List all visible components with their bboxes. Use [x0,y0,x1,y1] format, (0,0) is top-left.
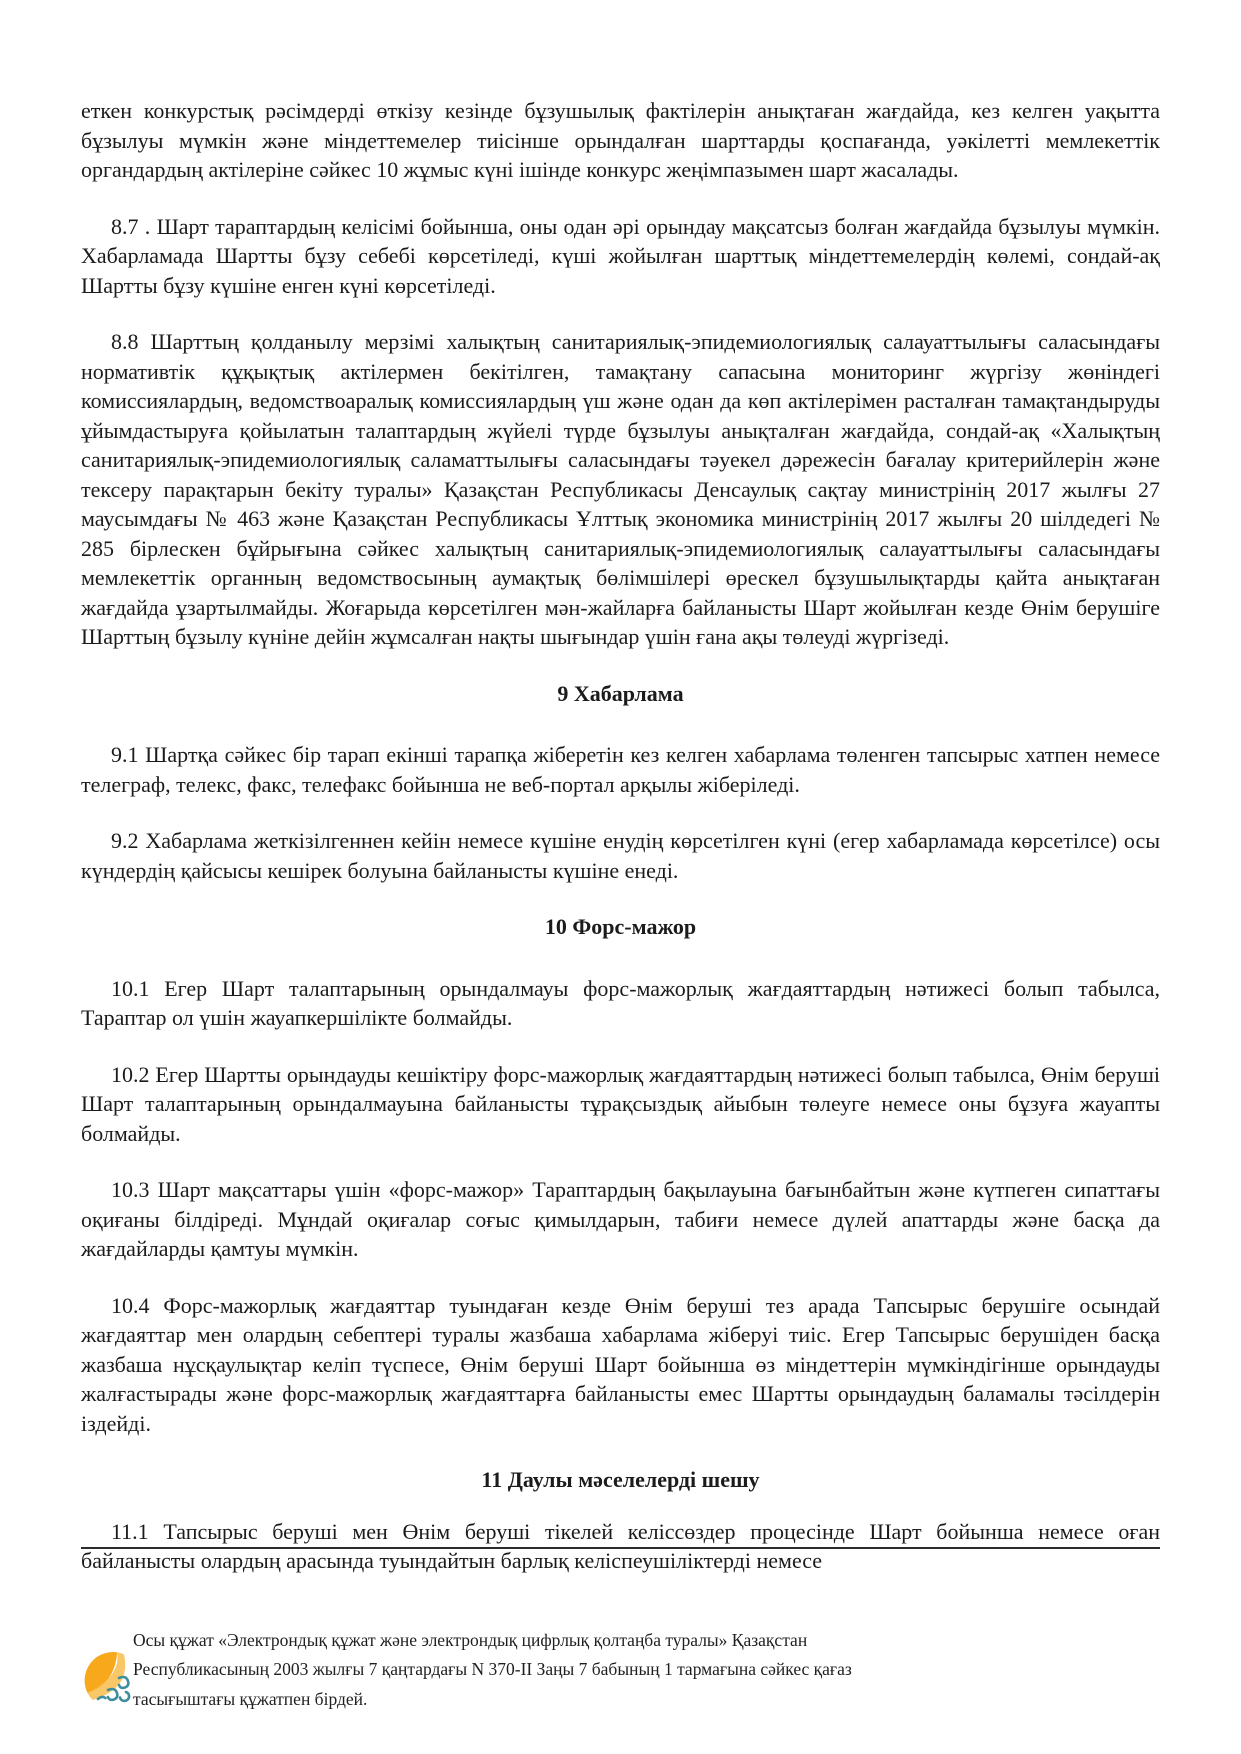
paragraph-10-4: 10.4 Форс-мажорлық жағдаяттар туындаған кезде Өнім беруші тез арада Тапсырыс берушіге осындай жағдаяттар мен олардың себептері туралы жазбаша хабарлама жіберуі тиіс. Егер Тапсырыс берушіден басқа жазбаша нұсқаулықтар келіп түспесе, Өнім беруші Шарт бойынша өз міндеттерін мүмкіндігінше орындауды жалғастырады және форс-мажорлық жағдаяттарға байланысты емес Шартты орындаудың баламалы тәсілдерін іздейді. [81,1292,1160,1436]
paragraph-9-1: 9.1 Шартқа сәйкес бір тарап екінші тарапқа жіберетін кез келген хабарлама төленген тапсырыс хатпен немесе телеграф, телекс, факс, телефакс бойынша не веб-портал арқылы жіберіледі. [81,742,1160,797]
footnote-line-2: Республикасының 2003 жылғы 7 қаңтардағы N 370-II Заңы 7 бабының 1 тармағына сәйкес қағаз [133,1659,852,1680]
paragraph-8-7: 8.7 . Шарт тараптардың келісімі бойынша, оны одан әрі орындау мақсатсыз болған жағдайда бұзылуы мүмкін. Хабарламада Шартты бұзу себебі көрсетіледі, күші жойылған шарттық міндеттемелердің көлемі, сондай-ақ Шартты бұзу күшіне енген күні көрсетіледі. [81,213,1160,298]
footnote-line-3: тасығыштағы құжатпен бірдей. [133,1688,368,1709]
paragraph-10-2: 10.2 Егер Шартты орындауды кешіктіру форс-мажорлық жағдаяттардың нәтижесі болып табылса, Өнім беруші Шарт талаптарының орындалмауына байланысты тұрақсыздық айыбын төлеуге немесе оны бұзуға жауапты болмайды. [81,1061,1160,1146]
paragraph-8-8: 8.8 Шарттың қолданылу мерзімі халықтың санитариялық-эпидемиологиялық салауаттылығы саласындағы нормативтік құқықтық актілермен бекітілген, тамақтану сапасына мониторинг жүргізу жөніндегі комиссиялардың, ведомствоаралық комиссиялардың үш және одан да көп актілерімен расталған тамақтандыруды ұйымдастыруға қойылатын талаптардың жүйелі түрде бұзылуы анықталған жағдайда, сондай-ақ «Халықтың санитариялық-эпидемиологиялық саламаттылығы саласындағы тәуекел дәрежесін бағалау критерийлерін және тексеру парақтарын бекіту туралы» Қазақстан Республикасы Денсаулық сақтау министрінің 2017 жылғы 27 маусымдағы № 463 және Қазақстан Республикасы Ұлттық экономика министрінің 2017 жылғы 20 шілдедегі № 285 бірлескен бұйрығына сәйкес халықтың санитариялық-эпидемиологиялық салауаттылығы саласындағы мемлекеттік органның ведомствосының аумақтық бөлімшілері өрескел бұзушылықтарды қайта анықтаған жағдайда ұзартылмайды. Жоғарыда көрсетілген мән-жайларға байланысты Шарт жойылған кезде Өнім берушіге Шарттың бұзылу күніне дейін жұмсалған нақты шығындар үшін ғана ақы төлеуді жүргізеді. [81,329,1160,649]
e-signature-footnote [133,1626,1033,1714]
paragraph-9-2: 9.2 Хабарлама жеткізілгеннен кейін немесе күшіне енудің көрсетілген күні (егер хабарламада көрсетілсе) осы күндердің қайсысы кешірек болуына байланысты күшіне енеді. [81,828,1160,883]
section-heading-10: 10 Форс-мажор [544,914,697,939]
section-heading-9: 9 Хабарлама [557,680,684,706]
paragraph-10-1: 10.1 Егер Шарт талаптарының орындалмауы форс-мажорлық жағдаяттардың нәтижесі болып табылса, Тараптар ол үшін жауапкершілікте болмайды. [81,975,1160,1030]
paragraph-continuation: еткен конкурстық рәсімдерді өткізу кезінде бұзушылық фактілерін анықтаған жағдайда, кез келген уақытта бұзылуы мүмкін және міндеттемелер тиісінше орындалған шарттарды қоспағанда, уәкілетті мемлекеттік органдардың актілеріне сәйкес 10 жұмыс күні ішінде конкурс жеңімпазымен шарт жасалады. [81,98,1160,182]
paragraph-11-1 [81,1517,1160,1576]
footnote-line-1: Осы құжат «Электрондық құжат және электрондық цифрлық қолтаңба туралы» Қазақстан [133,1630,808,1650]
paragraph-11-1-text: 11.1 Тапсырыс беруші мен Өнім беруші тікелей келіссөздер процесінде Шарт бойынша немесе оған байланысты олардың арасында туындайтын барлық келіспеушіліктерді немесе [81,1518,1160,1573]
paragraph-10-3: 10.3 Шарт мақсаттары үшін «форс-мажор» Тараптардың бақылауына бағынбайтын және күтпеген сипаттағы оқиғаны білдіреді. Мұндай оқиғалар соғыс қимылдарын, табиғи немесе дүлей апаттарды және басқа да жағдайларды қамтуы мүмкін. [81,1177,1160,1261]
section-heading-11: 11 Даулы мәселелерді шешу [481,1467,760,1492]
contract-text-body [81,96,1160,1603]
